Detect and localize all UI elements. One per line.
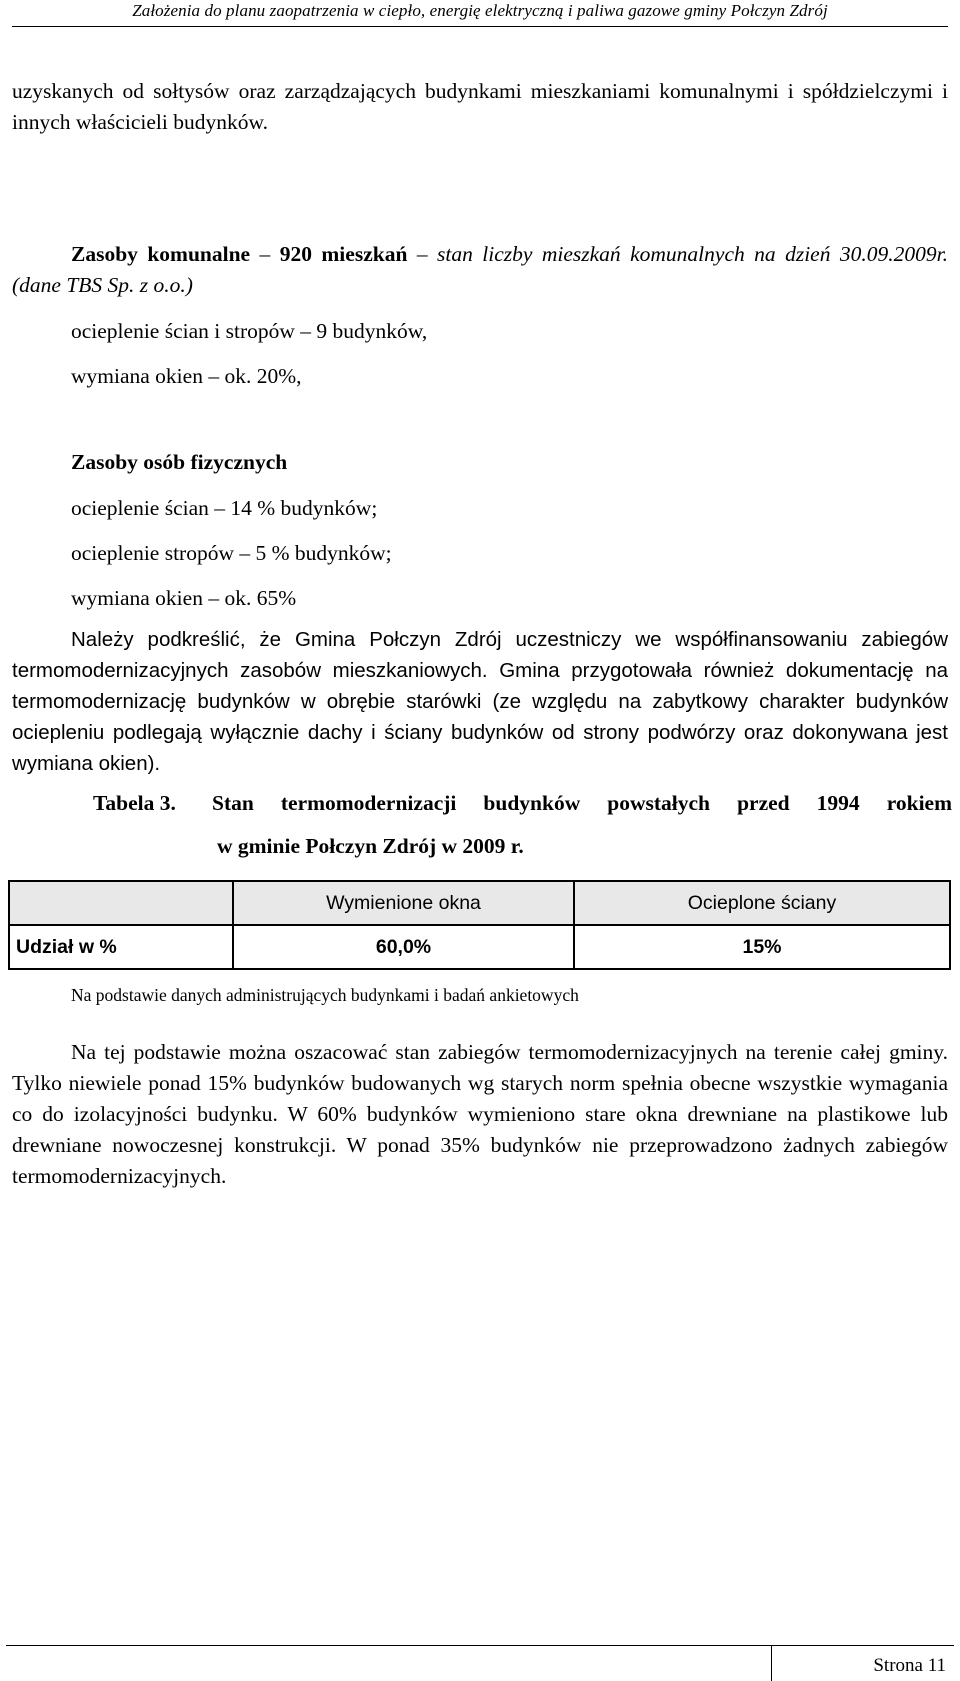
communal-dash-1: – <box>250 242 280 266</box>
table-cell-walls: 15% <box>574 925 950 969</box>
table-row-label: Udział w % <box>9 925 233 969</box>
table-cell-windows: 60,0% <box>233 925 574 969</box>
communal-count: 920 mieszkań <box>279 242 408 266</box>
page-number: Strona 11 <box>873 1655 946 1676</box>
intro-paragraph: uzyskanych od sołtysów oraz zarządzających budynkami mieszkaniami komunalnymi i spółdzielczymi i innych właścicieli budynków. <box>12 79 948 134</box>
communal-heading: Zasoby komunalne <box>71 242 251 266</box>
page-header <box>0 0 960 26</box>
private-item-walls: ocieplenie ścian – 14 % budynków; <box>71 496 378 520</box>
document-title: Założenia do planu zaopatrzenia w ciepło, energię elektryczną i paliwa gazowe gminy Połczyn Zdrój <box>132 1 828 20</box>
communal-heading-paragraph <box>12 239 948 301</box>
private-heading: Zasoby osób fizycznych <box>71 450 288 474</box>
table-header-walls: Ocieplone ściany <box>574 881 950 925</box>
communal-item-windows: wymiana okien – ok. 20%, <box>71 364 302 388</box>
table-label: Tabela 3. <box>93 791 176 815</box>
table-row <box>9 925 950 969</box>
thermomodernization-table <box>8 880 951 970</box>
table-title-line-2: w gminie Połczyn Zdrój w 2009 r. <box>217 834 524 858</box>
table-header-row <box>9 881 950 925</box>
footer-divider <box>6 1645 954 1646</box>
table-header-windows: Wymienione okna <box>233 881 574 925</box>
table-header-empty <box>9 881 233 925</box>
summary-paragraph: Na tej podstawie można oszacować stan zabiegów termomodernizacyjnych na terenie całej gminy. Tylko niewiele ponad 15% budynków budowanych wg starych norm spełnia obecne wszystkie wymagania co do izolacyjności budynku. W 60% budynków wymieniono stare okna drewniane na plastikowe lub drewniane nowoczesnej konstrukcji. W ponad 35% budynków nie przeprowadzono żadnych zabiegów termomodernizacyjnych. <box>12 1040 948 1188</box>
communal-note: stan liczby mieszkań komunalnych na dzień 30.09.2009r.(dane TBS Sp. z o.o.) <box>12 242 949 297</box>
private-item-roofs: ocieplenie stropów – 5 % budynków; <box>71 541 392 565</box>
table-title-line-1: Stan termomodernizacji budynków powstałych przed 1994 rokiem <box>212 791 952 815</box>
private-item-windows: wymiana okien – ok. 65% <box>71 586 297 610</box>
header-divider <box>12 26 948 27</box>
communal-dash-2: – <box>407 242 438 266</box>
municipality-paragraph: Należy podkreślić, że Gmina Połczyn Zdrój uczestniczy we współfinansowaniu zabiegów termomodernizacyjnych zasobów mieszkaniowych. Gmina przygotowała również dokumentację na termomodernizację budynków w obrębie starówki (ze względu na zabytkowy charakter budynków ociepleniu podlegają wyłącznie dachy i ściany budynków od strony podwórzy oraz dokonywana jest wymiana okien). <box>12 628 948 775</box>
communal-item-insulation: ocieplenie ścian i stropów – 9 budynków, <box>71 319 428 343</box>
footer-separator <box>771 1645 772 1681</box>
table-source-note: Na podstawie danych administrujących budynkami i badań ankietowych <box>71 985 579 1005</box>
